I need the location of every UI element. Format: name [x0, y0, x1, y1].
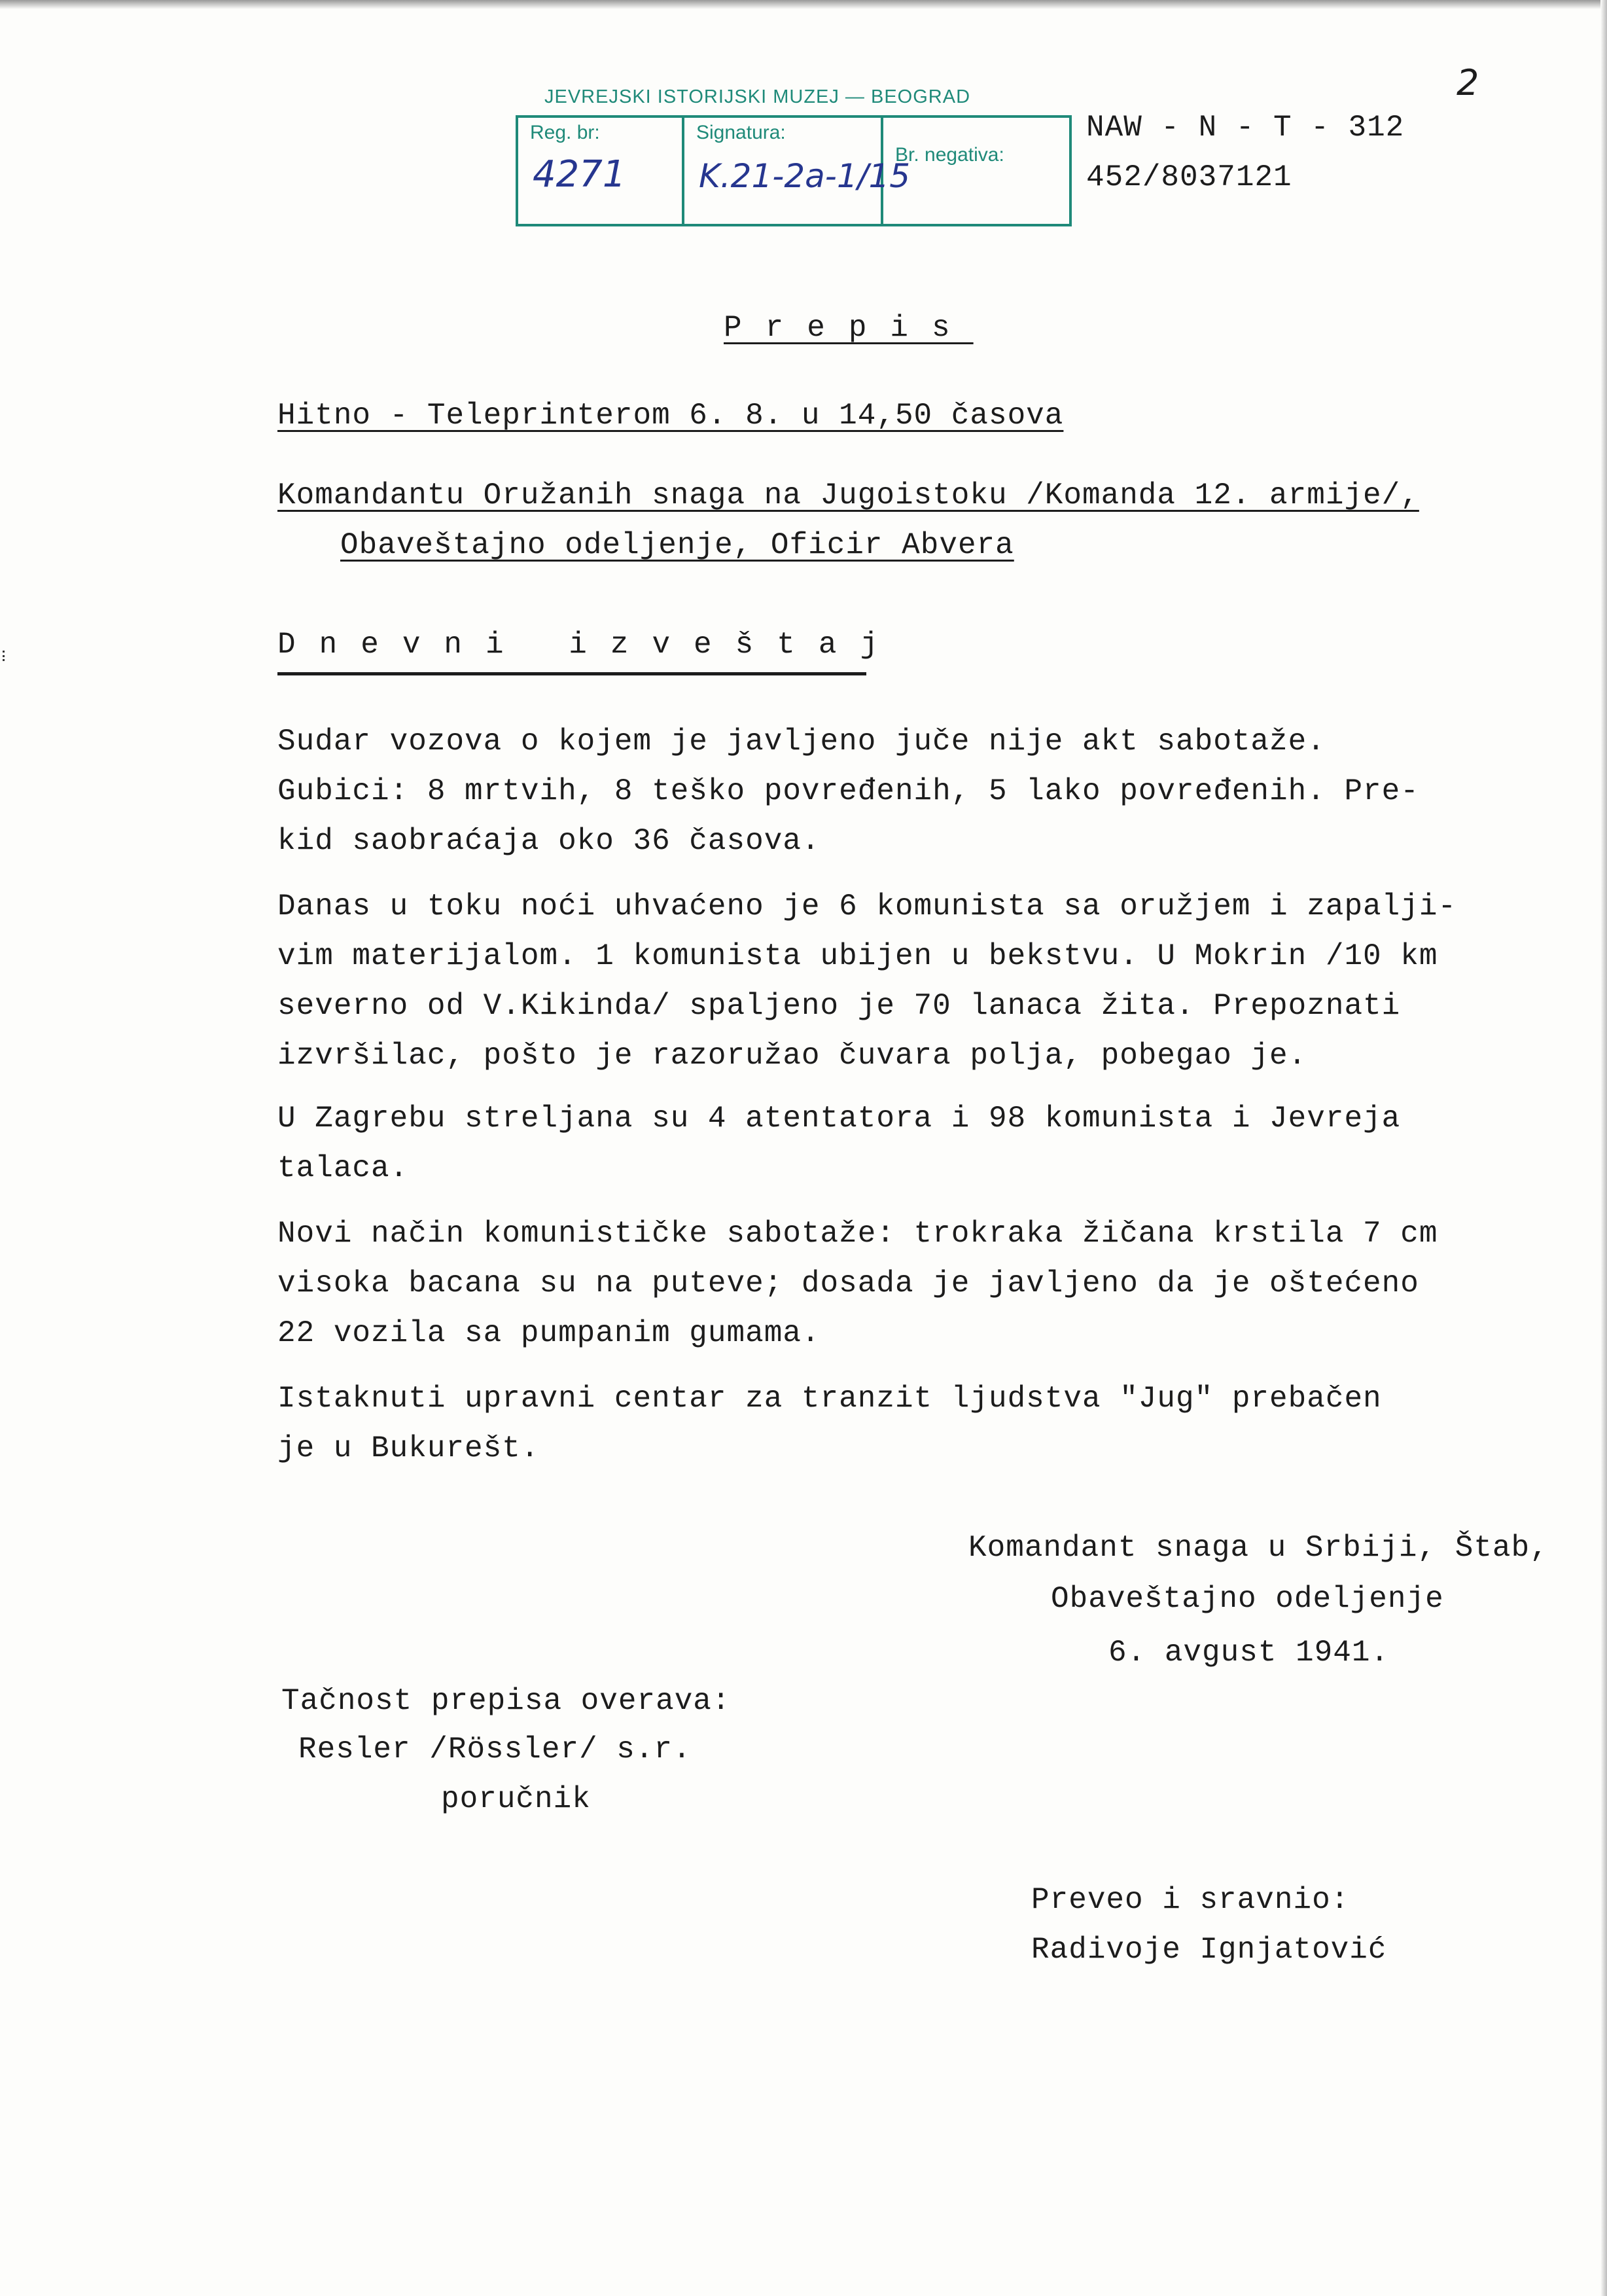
stamp-institution: JEVREJSKI ISTORIJSKI MUZEJ — BEOGRAD — [544, 86, 971, 107]
signature-line1: Komandant snaga u Srbiji, Štab, — [968, 1531, 1549, 1565]
stamp-signatura-cell — [684, 118, 911, 224]
body-line: severno od V.Kikinda/ spaljeno je 70 lanaca žita. Prepoznati — [277, 989, 1401, 1023]
translator-name: Radivoje Ignjatović — [1031, 1933, 1387, 1967]
archive-ref-line1: NAW - N - T - 312 — [1086, 111, 1405, 145]
body-line: Istaknuti upravni centar za tranzit ljudstva "Jug" prebačen — [277, 1382, 1382, 1416]
certification-rank: poručnik — [441, 1782, 591, 1816]
scan-top-edge — [0, 0, 1607, 9]
scan-right-edge — [1600, 0, 1607, 2296]
addressee-line2: Obaveštajno odeljenje, Oficir Abvera — [340, 528, 1014, 562]
signature-date: 6. avgust 1941. — [1108, 1636, 1390, 1670]
stamp-reg-label: Reg. br: — [530, 122, 600, 143]
body-line: kid saobraćaja oko 36 časova. — [277, 824, 821, 858]
stamp-negativ-label: Br. negativa: — [895, 144, 1004, 166]
body-line: 22 vozila sa pumpanim gumama. — [277, 1316, 821, 1350]
stamp-reg-value: 4271 — [533, 153, 626, 196]
margin-mark — [3, 651, 9, 661]
body-line: izvršilac, pošto je razoružao čuvara polja, pobegao je. — [277, 1039, 1307, 1073]
stamp-reg-cell — [518, 118, 684, 224]
translator-line1: Preveo i sravnio: — [1031, 1883, 1350, 1917]
body-line: Gubici: 8 mrtvih, 8 teško povređenih, 5 lako povređenih. Pre- — [277, 774, 1419, 808]
certification-line2: Resler /Rössler/ s.r. — [298, 1732, 692, 1767]
body-line: Novi način komunističke sabotaže: trokraka žičana krstila 7 cm — [277, 1217, 1438, 1251]
addressee-line1: Komandantu Oružanih snaga na Jugoistoku /Komanda 12. armije/, — [277, 478, 1419, 512]
body-line: je u Bukurešt. — [277, 1431, 540, 1465]
body-line: Danas u toku noći uhvaćeno je 6 komunista sa oružjem i zapalji- — [277, 889, 1457, 924]
report-title: Dnevni izveštaj — [277, 628, 902, 662]
stamp-negativ-cell — [883, 118, 1069, 224]
body-line: Sudar vozova o kojem je javljeno juče nije akt sabotaže. — [277, 725, 1326, 759]
page-number: 2 — [1457, 62, 1479, 103]
archive-ref-line2: 452/8037121 — [1086, 160, 1292, 194]
body-line: visoka bacana su na puteve; dosada je javljeno da je oštećeno — [277, 1266, 1419, 1300]
doc-title: Prepis — [724, 311, 974, 345]
body-line: vim materijalom. 1 komunista ubijen u bekstvu. U Mokrin /10 km — [277, 939, 1438, 973]
stamp-signatura-value: K.21-2a-1/15 — [699, 157, 911, 195]
certification-line1: Tačnost prepisa overava: — [281, 1684, 731, 1718]
stamp-box — [516, 115, 1072, 226]
body-line: U Zagrebu streljana su 4 atentatora i 98 komunista i Jevreja — [277, 1102, 1401, 1136]
museum-stamp — [516, 86, 1069, 225]
report-title-underline — [277, 672, 866, 675]
body-line: talaca. — [277, 1151, 409, 1185]
stamp-signatura-label: Signatura: — [696, 122, 786, 143]
transmission-line: Hitno - Teleprinterom 6. 8. u 14,50 časova — [277, 399, 1064, 433]
signature-line2: Obaveštajno odeljenje — [1051, 1582, 1444, 1616]
